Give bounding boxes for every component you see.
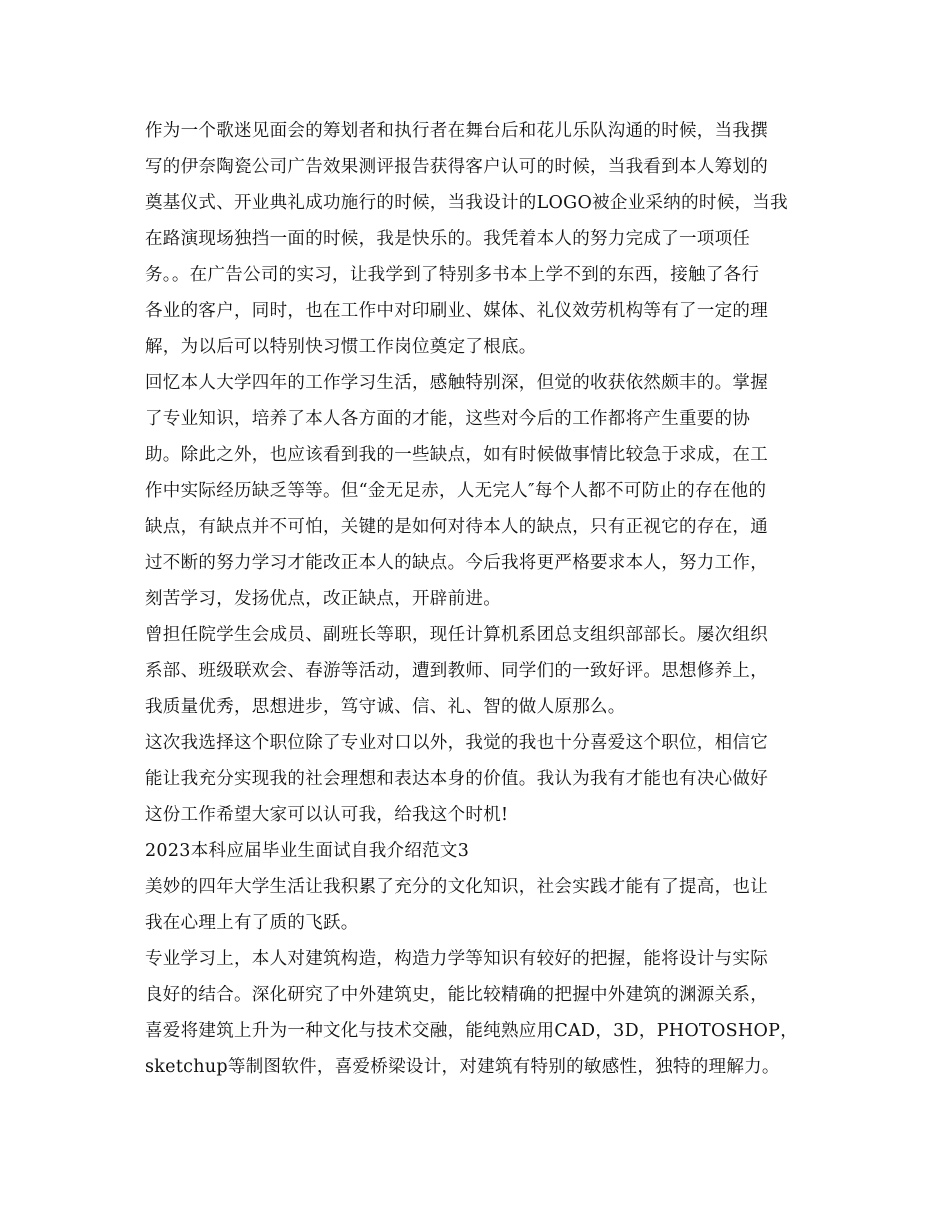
text-line: 过不断的努力学习才能改正本人的缺点。今后我将更严格要求本人，努力工作， — [145, 553, 768, 573]
text-line: 作中实际经历缺乏等等。但“金无足赤，人无完人″每个人都不可防止的存在他的 — [145, 481, 767, 501]
document-body — [145, 113, 810, 1085]
text-line: 在路演现场独挡一面的时候，我是快乐的。我凭着本人的努力完成了一项项任 — [145, 229, 751, 249]
text-line: 作为一个歌迷见面会的筹划者和执行者在舞台后和花儿乐队沟通的时候，当我撰 — [145, 121, 768, 141]
text-line: 奠基仪式、开业典礼成功施行的时候，当我设计的LOGO被企业采纳的时候，当我 — [145, 193, 788, 213]
text-line: 写的伊奈陶瓷公司广告效果测评报告获得客户认可的时候，当我看到本人筹划的 — [145, 157, 768, 177]
text-line: 各业的客户，同时，也在工作中对印刷业、媒体、礼仪效劳机构等有了一定的理 — [145, 301, 768, 321]
section-heading: 2023本科应届毕业生面试自我介绍范文3 — [145, 841, 470, 861]
text-line: 这次我选择这个职位除了专业对口以外，我觉的我也十分喜爱这个职位，相信它 — [145, 733, 768, 753]
text-line: 能让我充分实现我的社会理想和表达本身的价值。我认为我有才能也有决心做好 — [145, 769, 768, 789]
text-line: 曾担任院学生会成员、副班长等职，现任计算机系团总支组织部部长。屡次组织 — [145, 625, 768, 645]
text-line: 系部、班级联欢会、春游等活动，遭到教师、同学们的一致好评。思想修养上， — [145, 661, 768, 681]
text-line: 回忆本人大学四年的工作学习生活，感触特别深，但觉的收获依然颇丰的。掌握 — [145, 373, 768, 393]
text-line: 助。除此之外，也应该看到我的一些缺点，如有时候做事情比较急于求成，在工 — [145, 445, 768, 465]
text-line: 我在心理上有了质的飞跃。 — [145, 913, 359, 933]
text-line: 美妙的四年大学生活让我积累了充分的文化知识，社会实践才能有了提高，也让 — [145, 877, 768, 897]
text-line: 专业学习上，本人对建筑构造，构造力学等知识有较好的把握，能将设计与实际 — [145, 949, 768, 969]
text-line: 务。。在广告公司的实习，让我学到了特别多书本上学不到的东西，接触了各行 — [145, 265, 760, 285]
text-line: 我质量优秀，思想进步，笃守诚、信、礼、智的做人原那么。 — [145, 697, 626, 717]
text-line: 喜爱将建筑上升为一种文化与技术交融，能纯熟应用CAD，3D，PHOTOSHOP， — [145, 1021, 798, 1041]
text-line: 这份工作希望大家可以认可我，给我这个时机! — [145, 805, 509, 825]
text-line: sketchup等制图软件，喜爱桥梁设计，对建筑有特别的敏感性，独特的理解力。 — [145, 1057, 780, 1077]
text-line: 良好的结合。深化研究了中外建筑史，能比较精确的把握中外建筑的渊源关系， — [145, 985, 768, 1005]
text-line: 刻苦学习，发扬优点，改正缺点，开辟前进。 — [145, 589, 501, 609]
text-line: 了专业知识，培养了本人各方面的才能，这些对今后的工作都将产生重要的协 — [145, 409, 751, 429]
text-line: 解，为以后可以特别快习惯工作岗位奠定了根底。 — [145, 337, 537, 357]
text-line: 缺点，有缺点并不可怕，关键的是如何对待本人的缺点，只有正视它的存在，通 — [145, 517, 768, 537]
